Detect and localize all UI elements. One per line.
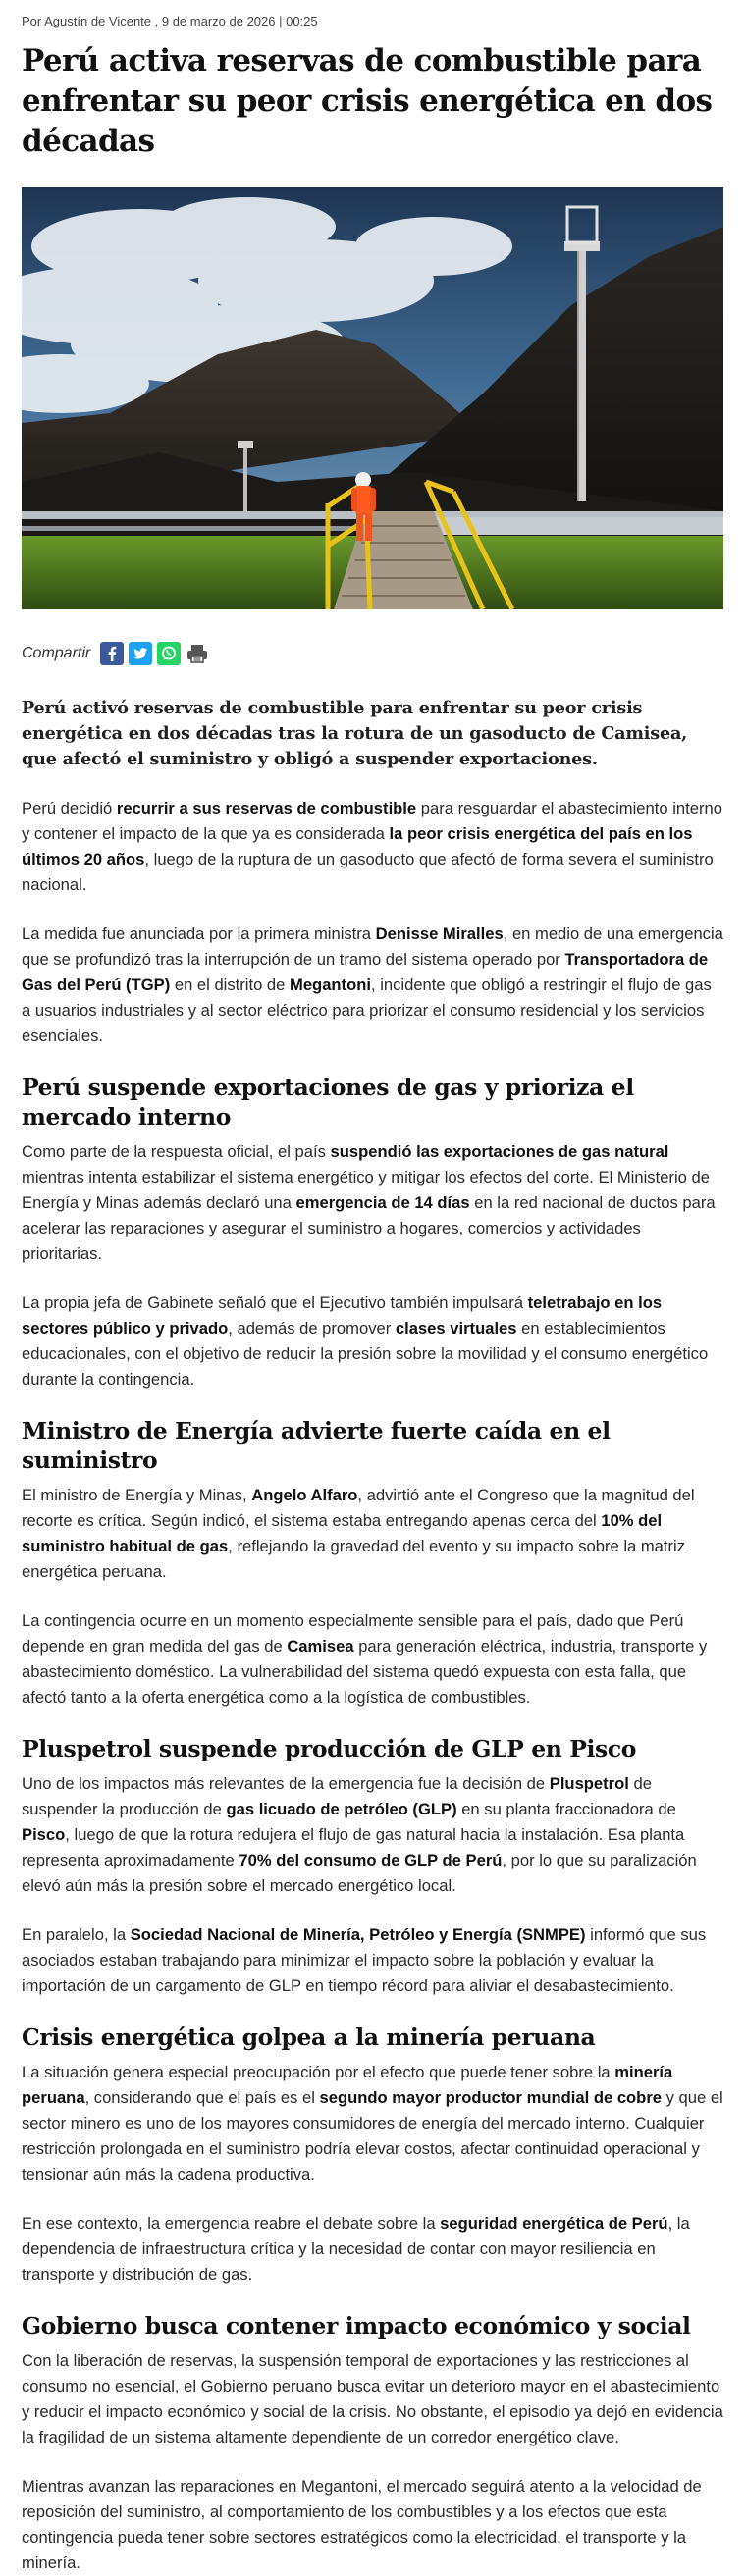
hero-image — [22, 187, 723, 609]
hero-photo — [22, 187, 723, 609]
paragraph-9: La situación genera especial preocupación por el efecto que puede tener sobre la minería peruana, considerando que el país es el segundo mayor productor mundial de cobre y que el sector minero es uno de los mayores consumidores de energía del mercado interno. Cualquier restricción prolongada en el suministro podría elevar costos, afectar continuidad operacional y tensionar aún más la cadena productiva. — [22, 2063, 723, 2183]
byline: Por Agustín de Vicente , 9 de marzo de 2026 | 00:25 — [22, 14, 318, 28]
paragraph-2: La medida fue anunciada por la primera ministra Denisse Miralles, en medio de una emergencia que se profundizó tras la interrupción de un tramo del sistema operado por Transportadora de Gas del Perú (TGP) en el distrito de Megantoni, incidente que obligó a restringir el flujo de gas a usuarios industriales y al sector eléctrico para priorizar el consumo residencial y los servicios esenciales. — [22, 924, 723, 1045]
article-lead: Perú activó reservas de combustible para enfrentar su peor crisis energética en dos décadas tras la rotura de un gasoducto de Camisea, que afectó el suministro y obligó a suspender exportaciones. — [22, 698, 688, 769]
print-icon[interactable] — [186, 642, 209, 665]
paragraph-7: Uno de los impactos más relevantes de la emergencia fue la decisión de Pluspetrol de suspender la producción de gas licuado de petróleo (GLP) en su planta fraccionadora de Pisco, luego de que la rotura redujera el flujo de gas natural hacia la instalación. Esa planta representa aproximadamente 70% del consumo de GLP de Perú, por lo que su paralización elevó aún más la presión sobre el mercado energético local. — [22, 1774, 697, 1895]
subheading-mineria: Crisis energética golpea a la minería peruana — [22, 2024, 596, 2051]
facebook-icon[interactable] — [100, 642, 124, 665]
paragraph-4: La propia jefa de Gabinete señaló que el Ejecutivo también impulsará teletrabajo en los sectores público y privado, además de promover clases virtuales en establecimientos educacionales, con el objetivo de reducir la presión sobre la movilidad y el consumo energético durante la contingencia. — [22, 1293, 709, 1389]
paragraph-12: Mientras avanzan las reparaciones en Megantoni, el mercado seguirá atento a la velocidad de reposición del suministro, al comportamiento de los combustibles y a los efectos que esta contingencia pueda tener sobre sectores estratégicos como la electricidad, el transporte y la minería. — [22, 2477, 702, 2572]
whatsapp-icon[interactable] — [157, 642, 181, 665]
paragraph-8: En paralelo, la Sociedad Nacional de Minería, Petróleo y Energía (SNMPE) informó que sus asociados estaban trabajando para minimizar el impacto sobre la población y evaluar la importación de un cargamento de GLP en tiempo récord para aliviar el desabastecimiento. — [22, 1925, 707, 1995]
paragraph-11: Con la liberación de reservas, la suspensión temporal de exportaciones y las restricciones al consumo no esencial, el Gobierno peruano busca evitar un deterioro mayor en el abastecimiento y reducir el impacto económico y social de la crisis. No obstante, el episodio ya dejó en evidencia la fragilidad de un sistema altamente dependiente de un corredor energético clave. — [22, 2351, 723, 2446]
subheading-exportaciones: Perú suspende exportaciones de gas y prioriza el mercado interno — [22, 1074, 634, 1130]
subheading-pluspetrol: Pluspetrol suspende producción de GLP en Pisco — [22, 1735, 637, 1762]
share-bar — [22, 641, 723, 666]
paragraph-10: En ese contexto, la emergencia reabre el debate sobre la seguridad energética de Perú, la dependencia de infraestructura crítica y la necesidad de contar con mayor resiliencia en transporte y distribución de gas. — [22, 2214, 690, 2284]
paragraph-1: Perú decidió recurrir a sus reservas de combustible para resguardar el abastecimiento interno y contener el impacto de la que ya es considerada la peor crisis energética del país en los últimos 20 años, luego de la ruptura de un gasoducto que afectó de forma severa el suministro nacional. — [22, 799, 722, 894]
paragraph-6: La contingencia ocurre en un momento especialmente sensible para el país, dado que Perú depende en gran medida del gas de Camisea para generación eléctrica, industria, transporte y abastecimiento doméstico. La vulnerabilidad del sistema quedó expuesta con esta falla, que afectó tanto a la oferta energética como a la logística de combustibles. — [22, 1611, 708, 1707]
share-label: Compartir — [22, 645, 91, 661]
subheading-gobierno: Gobierno busca contener impacto económico y social — [22, 2312, 691, 2339]
subheading-ministro: Ministro de Energía advierte fuerte caída en el suministro — [22, 1417, 611, 1474]
paragraph-3: Como parte de la respuesta oficial, el país suspendió las exportaciones de gas natural mientras intenta estabilizar el sistema energético y mitigar los efectos del corte. El Ministerio de Energía y Minas además declaró una emergencia de 14 días en la red nacional de ductos para acelerar las reparaciones y asegurar el suministro a hogares, comercios y actividades prioritarias. — [22, 1142, 716, 1263]
twitter-icon[interactable] — [129, 642, 152, 665]
paragraph-5: El ministro de Energía y Minas, Angelo Alfaro, advirtió ante el Congreso que la magnitud del recorte es crítica. Según indicó, el sistema estaba entregando apenas cerca del 10% del suministro habitual de gas, reflejando la gravedad del evento y su impacto sobre la matriz energética peruana. — [22, 1486, 695, 1581]
article-headline: Perú activa reservas de combustible para enfrentar su peor crisis energética en dos décadas — [22, 43, 713, 159]
